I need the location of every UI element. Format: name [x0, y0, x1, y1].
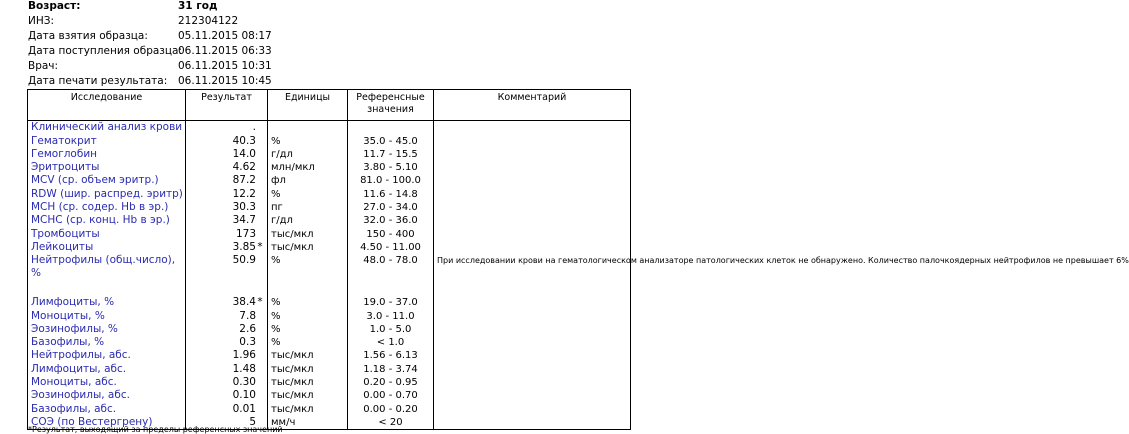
test-name: Моноциты, % [28, 309, 186, 322]
results-table [27, 89, 1129, 430]
test-result [186, 402, 268, 415]
table-row [28, 187, 631, 200]
test-result [186, 241, 268, 254]
test-comment [434, 227, 631, 240]
test-unit: % [268, 187, 348, 200]
test-reference: 0.00 - 0.70 [348, 389, 434, 402]
test-reference: 0.20 - 0.95 [348, 376, 434, 389]
result-value: 0.01 [232, 402, 256, 415]
section-row [28, 121, 631, 135]
table-row [28, 148, 631, 161]
test-reference: 11.6 - 14.8 [348, 187, 434, 200]
received-label: Дата поступления образца: [28, 45, 182, 57]
age-label: Возраст: [28, 0, 81, 12]
test-comment [434, 241, 631, 254]
section-result: . [186, 121, 268, 135]
test-comment [434, 174, 631, 187]
table-row [28, 323, 631, 336]
test-reference: < 20 [348, 416, 434, 430]
table-row [28, 227, 631, 240]
inz-label: ИНЗ: [28, 15, 55, 27]
test-comment [434, 296, 631, 309]
result-value: 3.85 [232, 240, 256, 253]
col-reference: Референсные значения [348, 90, 434, 121]
test-result [186, 296, 268, 309]
abnormal-flag: * [257, 296, 263, 309]
table-row [28, 214, 631, 227]
test-result [186, 161, 268, 174]
test-comment [434, 161, 631, 174]
test-unit: тыс/мкл [268, 227, 348, 240]
test-name: MCV (ср. объем эритр.) [28, 174, 186, 187]
test-reference: 0.00 - 0.20 [348, 402, 434, 415]
test-reference: 4.50 - 11.00 [348, 241, 434, 254]
result-value: 30.3 [232, 201, 256, 214]
test-reference: 1.0 - 5.0 [348, 323, 434, 336]
table-row [28, 309, 631, 322]
result-value: 2.6 [239, 322, 256, 335]
test-name: Тромбоциты [28, 227, 186, 240]
test-unit: % [268, 134, 348, 147]
table-row [28, 134, 631, 147]
test-reference: 11.7 - 15.5 [348, 148, 434, 161]
test-name: Эозинофилы, абс. [28, 389, 186, 402]
test-comment [434, 309, 631, 322]
table-row [28, 296, 631, 309]
test-unit: г/дл [268, 214, 348, 227]
test-unit: тыс/мкл [268, 402, 348, 415]
result-value: 1.48 [232, 362, 256, 375]
test-name: Эозинофилы, % [28, 323, 186, 336]
test-name: Нейтрофилы (общ.число), % [28, 254, 186, 296]
test-reference: 1.56 - 6.13 [348, 349, 434, 362]
result-value: 40.3 [232, 134, 256, 147]
test-name: MCH (ср. содер. Hb в эр.) [28, 201, 186, 214]
test-name: Гематокрит [28, 134, 186, 147]
test-comment [434, 201, 631, 214]
test-name: MCHC (ср. конц. Hb в эр.) [28, 214, 186, 227]
table-row-neutrophils [28, 254, 631, 296]
test-comment [434, 323, 631, 336]
taken-value: 05.11.2015 08:17 [178, 30, 272, 42]
table-row [28, 389, 631, 402]
test-reference: 3.80 - 5.10 [348, 161, 434, 174]
test-result [186, 254, 268, 296]
result-value: 0.10 [232, 389, 256, 402]
test-unit: тыс/мкл [268, 362, 348, 375]
test-name: СОЭ (по Вестергрену) [28, 416, 186, 430]
table-header [28, 90, 631, 121]
test-unit: % [268, 309, 348, 322]
test-result [186, 336, 268, 349]
test-name: Базофилы, % [28, 336, 186, 349]
test-unit: млн/мкл [268, 161, 348, 174]
test-name: Эритроциты [28, 161, 186, 174]
printed-value: 06.11.2015 10:45 [178, 75, 272, 87]
test-result [186, 134, 268, 147]
test-unit: г/дл [268, 148, 348, 161]
result-value: 0.30 [232, 376, 256, 389]
test-name: Лимфоциты, абс. [28, 362, 186, 375]
table-row [28, 174, 631, 187]
test-result [186, 174, 268, 187]
footnote: *Результат, выходящий за пределы референсных значений [28, 425, 283, 434]
test-result [186, 323, 268, 336]
test-unit: % [268, 296, 348, 309]
result-value: 173 [235, 227, 256, 240]
col-test: Исследование [28, 90, 186, 121]
table-row [28, 336, 631, 349]
table-row [28, 201, 631, 214]
test-reference: 35.0 - 45.0 [348, 134, 434, 147]
test-comment [434, 214, 631, 227]
test-unit: тыс/мкл [268, 241, 348, 254]
test-unit: мм/ч [268, 416, 348, 430]
test-unit: % [268, 323, 348, 336]
result-value: 1.96 [232, 349, 256, 362]
section-name: Клинический анализ крови [28, 121, 186, 135]
inz-value: 212304122 [178, 15, 239, 27]
test-name: Гемоглобин [28, 148, 186, 161]
test-reference: 32.0 - 36.0 [348, 214, 434, 227]
test-result [186, 148, 268, 161]
test-name: Базофилы, абс. [28, 402, 186, 415]
result-value: 5 [249, 415, 256, 428]
test-name: RDW (шир. распред. эритр) [28, 187, 186, 200]
test-reference: < 1.0 [348, 336, 434, 349]
result-value: 7.8 [239, 309, 256, 322]
table-row [28, 349, 631, 362]
test-unit: % [268, 254, 348, 296]
test-unit: фл [268, 174, 348, 187]
test-reference: 81.0 - 100.0 [348, 174, 434, 187]
test-comment [434, 362, 631, 375]
test-result [186, 376, 268, 389]
result-value: 87.2 [232, 174, 256, 187]
test-result [186, 362, 268, 375]
result-value: 50.9 [232, 253, 256, 266]
test-comment [434, 134, 631, 147]
age-value: 31 год [178, 0, 218, 12]
col-result: Результат [186, 90, 268, 121]
test-comment [434, 389, 631, 402]
test-result [186, 389, 268, 402]
test-unit: % [268, 336, 348, 349]
test-comment: При исследовании крови на гематологическом анализаторе патологических клеток не обнаружено. Количество палочкоядерных нейтрофилов не превышает 6% [434, 254, 631, 296]
test-result [186, 201, 268, 214]
result-value: 34.7 [232, 214, 256, 227]
test-name: Лимфоциты, % [28, 296, 186, 309]
result-value: 14.0 [232, 147, 256, 160]
test-unit: пг [268, 201, 348, 214]
test-name: Лейкоциты [28, 241, 186, 254]
test-unit: тыс/мкл [268, 376, 348, 389]
result-value: 38.4 [232, 296, 256, 309]
test-result [186, 214, 268, 227]
test-unit: тыс/мкл [268, 349, 348, 362]
test-result [186, 309, 268, 322]
test-reference: 150 - 400 [348, 227, 434, 240]
table-row [28, 402, 631, 415]
taken-label: Дата взятия образца: [28, 30, 148, 42]
test-reference: 48.0 - 78.0 [348, 254, 434, 296]
test-comment [434, 416, 631, 430]
test-name: Нейтрофилы, абс. [28, 349, 186, 362]
test-reference: 3.0 - 11.0 [348, 309, 434, 322]
doctor-label: Врач: [28, 60, 59, 72]
test-reference: 19.0 - 37.0 [348, 296, 434, 309]
test-reference: 27.0 - 34.0 [348, 201, 434, 214]
result-value: 4.62 [232, 161, 256, 174]
table-row [28, 161, 631, 174]
test-comment [434, 376, 631, 389]
test-comment [434, 148, 631, 161]
test-comment [434, 187, 631, 200]
col-comment: Комментарий [434, 90, 631, 121]
test-result [186, 349, 268, 362]
test-unit: тыс/мкл [268, 389, 348, 402]
printed-label: Дата печати результата: [28, 75, 168, 87]
result-value: 12.2 [232, 187, 256, 200]
result-value: 0.3 [239, 336, 256, 349]
test-result [186, 187, 268, 200]
received-value: 06.11.2015 06:33 [178, 45, 272, 57]
table-row [28, 362, 631, 375]
doctor-value: 06.11.2015 10:31 [178, 60, 272, 72]
test-comment [434, 336, 631, 349]
test-result [186, 227, 268, 240]
test-comment [434, 402, 631, 415]
table-row [28, 241, 631, 254]
table-row [28, 376, 631, 389]
abnormal-flag: * [257, 240, 263, 253]
test-reference: 1.18 - 3.74 [348, 362, 434, 375]
col-units: Единицы [268, 90, 348, 121]
test-name: Моноциты, абс. [28, 376, 186, 389]
test-comment [434, 349, 631, 362]
